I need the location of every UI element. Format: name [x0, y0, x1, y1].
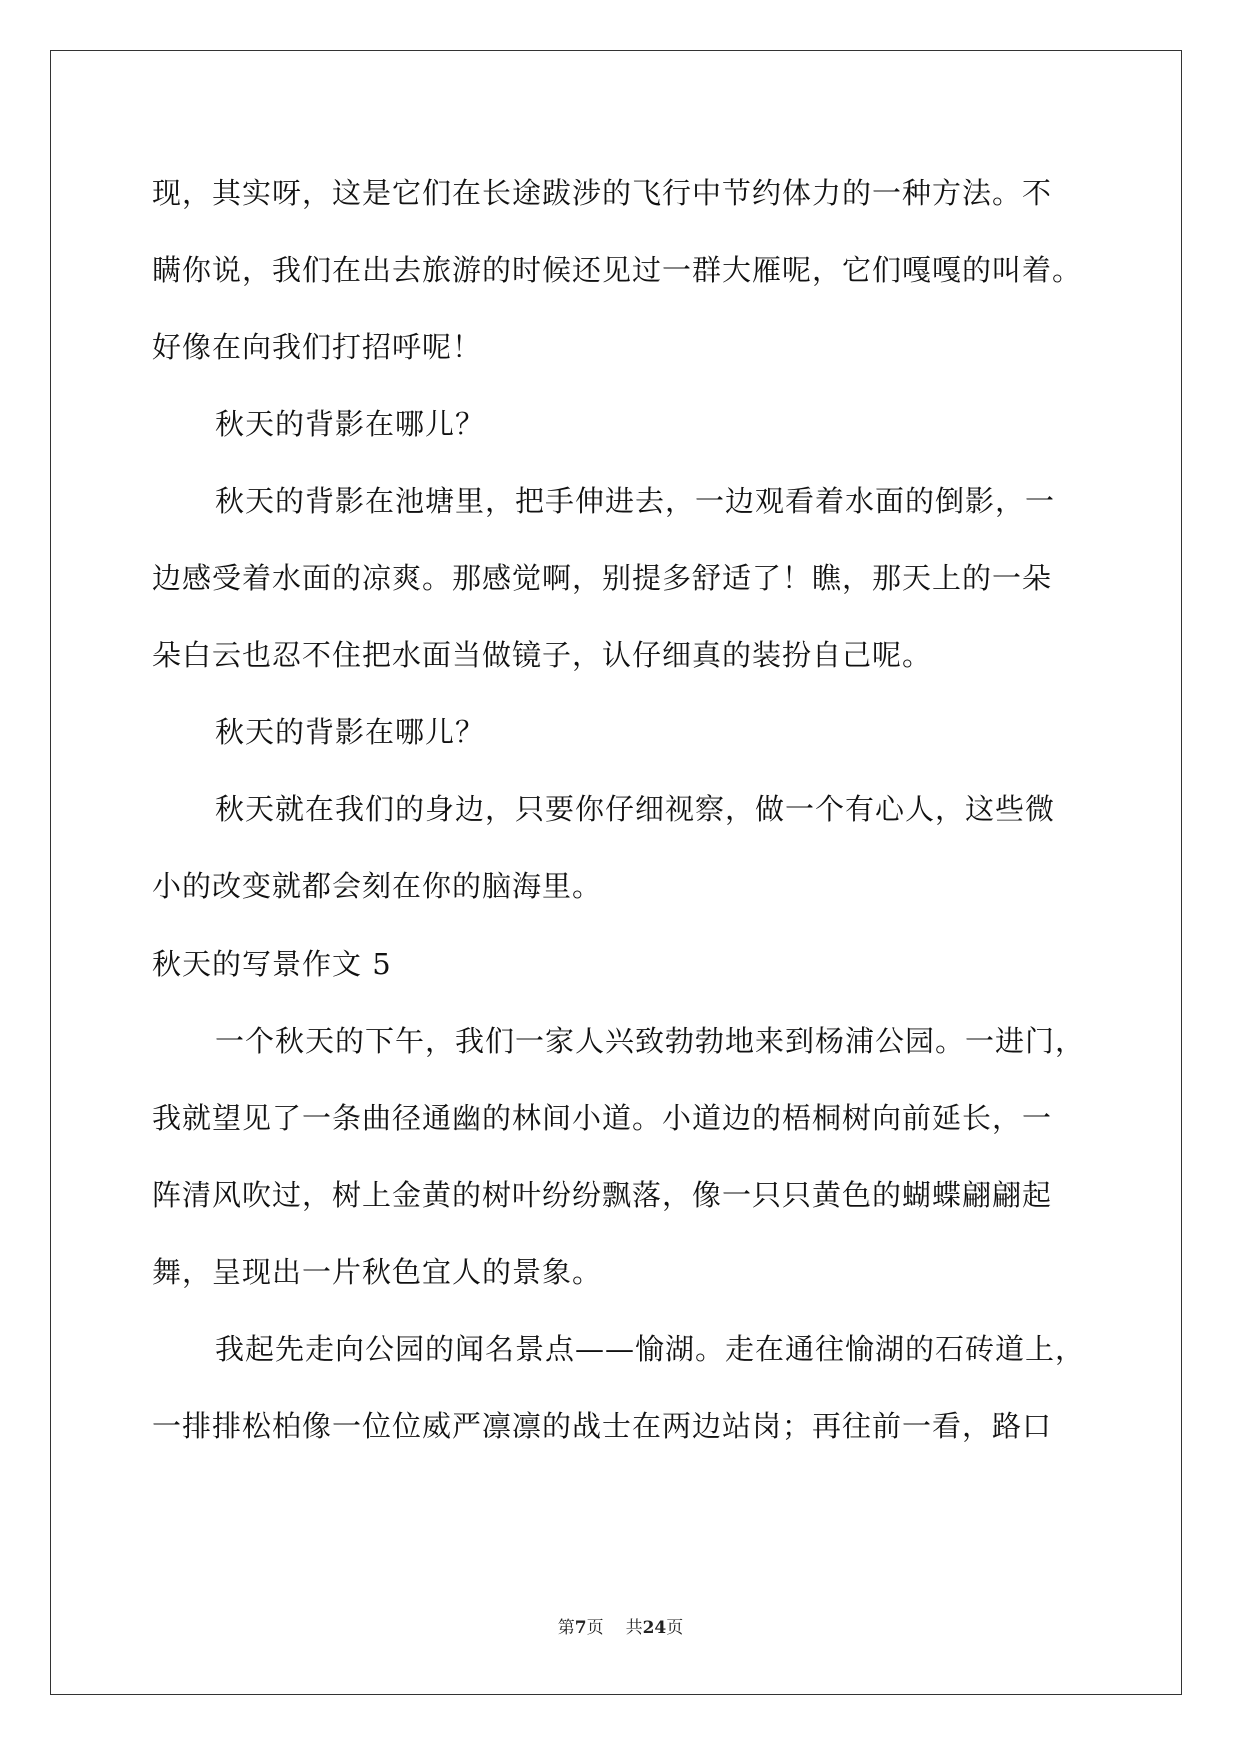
- text-line: 秋天就在我们的身边，只要你仔细视察，做一个有心人，这些微: [215, 792, 1056, 826]
- text-line: 瞒你说，我们在出去旅游的时候还见过一群大雁呢，它们嘎嘎的叫着。: [152, 253, 1083, 287]
- document-body: [152, 155, 1092, 1465]
- text-line: 我就望见了一条曲径通幽的林间小道。小道边的梧桐树向前延长，一: [152, 1101, 1053, 1135]
- total-suffix: 页: [666, 1618, 684, 1638]
- page-footer: [0, 1613, 1241, 1638]
- page-prefix: 第: [557, 1618, 575, 1638]
- section-heading: 秋天的写景作文 5: [152, 947, 392, 981]
- text-line: 阵清风吹过，树上金黄的树叶纷纷飘落，像一只只黄色的蝴蝶翩翩起: [152, 1178, 1053, 1212]
- text-line: 现，其实呀，这是它们在长途跋涉的飞行中节约体力的一种方法。不: [152, 176, 1053, 210]
- text-line: 秋天的背影在哪儿？: [215, 407, 486, 441]
- text-line: 我起先走向公园的闻名景点——愉湖。走在通往愉湖的石砖道上，: [215, 1332, 1086, 1366]
- text-line: 舞，呈现出一片秋色宜人的景象。: [152, 1255, 603, 1289]
- text-line: 朵白云也忍不住把水面当做镜子，认仔细真的装扮自己呢。: [152, 638, 933, 672]
- page-suffix: 页: [586, 1618, 604, 1638]
- page-number: 7: [574, 1618, 587, 1638]
- text-line: 秋天的背影在哪儿？: [215, 715, 486, 749]
- text-line: 一个秋天的下午，我们一家人兴致勃勃地来到杨浦公园。一进门，: [215, 1024, 1086, 1058]
- total-pages: 24: [642, 1618, 667, 1638]
- text-line: 一排排松柏像一位位威严凛凛的战士在两边站岗；再往前一看，路口: [152, 1409, 1053, 1443]
- total-prefix: 共: [625, 1618, 643, 1638]
- text-line: 小的改变就都会刻在你的脑海里。: [152, 869, 603, 903]
- text-line: 好像在向我们打招呼呢！: [152, 330, 483, 364]
- text-line: 边感受着水面的凉爽。那感觉啊，别提多舒适了！瞧，那天上的一朵: [152, 561, 1053, 595]
- text-line: 秋天的背影在池塘里，把手伸进去，一边观看着水面的倒影，一: [215, 484, 1056, 518]
